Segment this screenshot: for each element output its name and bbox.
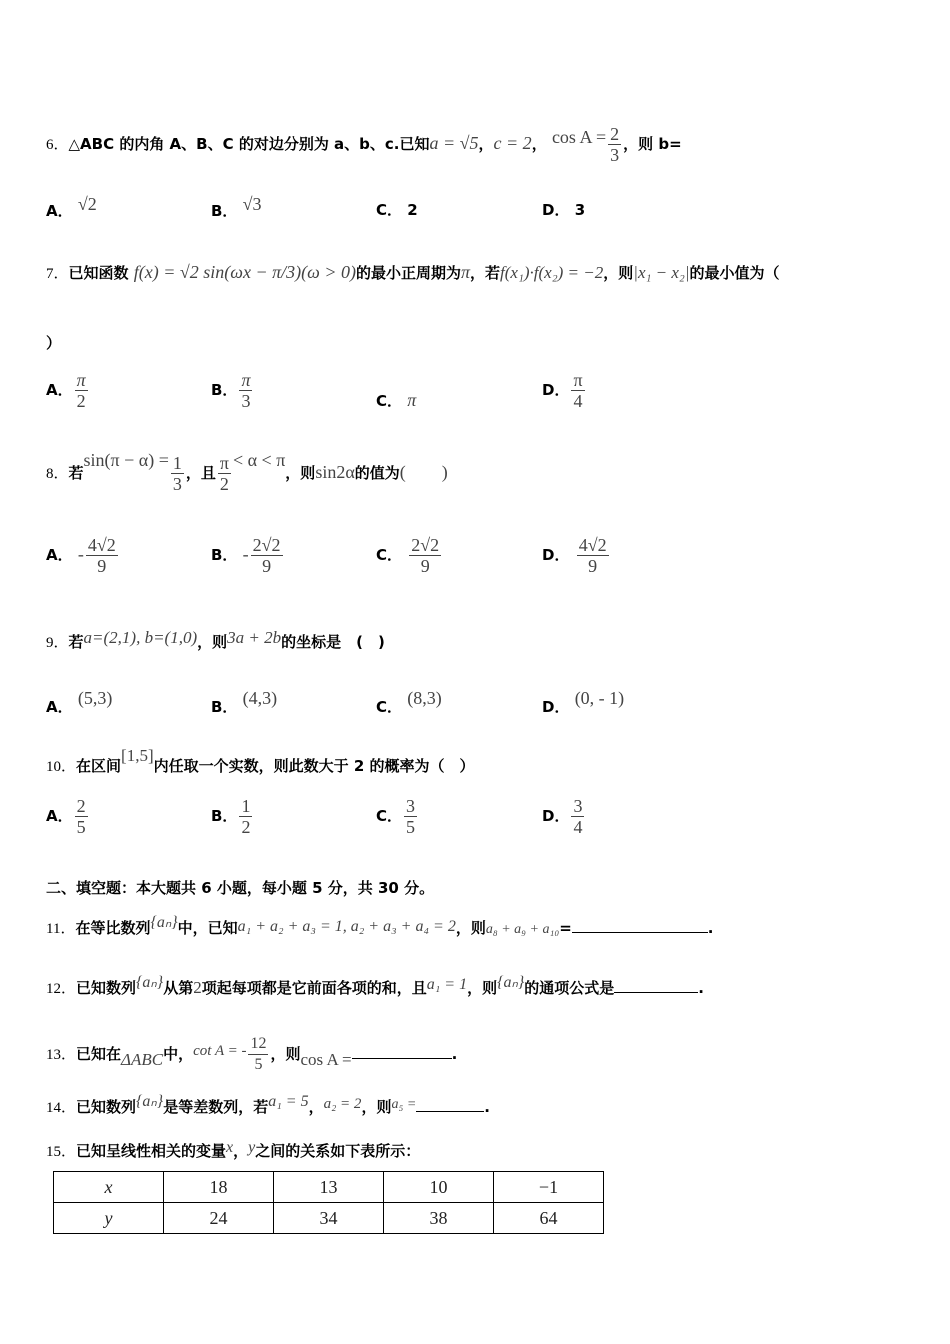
- xy-data-table: [53, 1171, 604, 1234]
- q6-option-c[interactable]: C． 2: [376, 201, 418, 219]
- table-cell: −1: [494, 1172, 604, 1203]
- q13-stem: 13．已知在ΔABC中，cot A = - $\frac{12}{5}$ ，则cos A = .: [46, 1035, 458, 1073]
- q12-stem: 12．已知数列{aₙ}从第2项起每项都是它前面各项的和，且a₁ = 1，则{aₙ}的通项公式是 .: [46, 974, 704, 997]
- table-cell: 10: [384, 1172, 494, 1203]
- q6-option-a[interactable]: A． √2: [46, 194, 97, 220]
- q6-number: 6．: [46, 137, 69, 153]
- q8-option-b[interactable]: B． - $\frac{2√2}{9}$: [211, 535, 281, 576]
- table-row: [54, 1203, 604, 1234]
- q6-option-d[interactable]: D． 3: [542, 201, 586, 219]
- q8-stem: 8．若sin(π − α) = $\frac{1}{3}$ ，且 $\frac{\pi}{2}$ < α < π，则sin2α的值为( ): [46, 450, 448, 494]
- q11-stem: 11．在等比数列{aₙ}中，已知a₁ + a₂ + a₃ = 1, a₂ + a₃ + a₄ = 2，则a₈ + a₉ + a₁₀= .: [46, 914, 714, 937]
- q7-stem: 7．已知函数 f(x) = √2 sin(ωx − π/3)(ω > 0)的最小正周期为π，若f(x₁)·f(x₂) = −2，则|x₁ − x₂|的最小值为（: [46, 262, 780, 282]
- table-header-x: x: [54, 1172, 164, 1203]
- q10-option-b[interactable]: B． $\frac{1}{2}$: [211, 796, 251, 837]
- table-cell: 24: [164, 1203, 274, 1234]
- q12-answer-blank[interactable]: [614, 992, 698, 993]
- table-cell: 38: [384, 1203, 494, 1234]
- q10-option-c[interactable]: C． $\frac{3}{5}$: [376, 796, 416, 837]
- q11-answer-blank[interactable]: [572, 932, 708, 933]
- q6-cos-fraction: $\frac{2}{3}$: [610, 124, 620, 165]
- table-cell: 18: [164, 1172, 274, 1203]
- table-cell: 64: [494, 1203, 604, 1234]
- table-cell: 34: [274, 1203, 384, 1234]
- table-header-y: y: [54, 1203, 164, 1234]
- q9-option-a[interactable]: A． (5,3): [46, 688, 113, 716]
- table-row: [54, 1172, 604, 1203]
- q9-option-c[interactable]: C． (8,3): [376, 688, 442, 716]
- q10-stem: 10．在区间[1,5]内任取一个实数，则此数大于 2 的概率为（ ）: [46, 746, 475, 775]
- q8-option-c[interactable]: C． $\frac{2√2}{9}$: [376, 535, 440, 576]
- q7-option-b[interactable]: B． $\frac{\pi}{3}$: [211, 370, 251, 411]
- q9-option-b[interactable]: B． (4,3): [211, 688, 278, 716]
- table-cell: 13: [274, 1172, 384, 1203]
- q15-stem: 15．已知呈线性相关的变量x，y之间的关系如下表所示：: [46, 1139, 421, 1160]
- q9-option-d[interactable]: D． (0, - 1): [542, 688, 625, 716]
- q7-option-d[interactable]: D． $\frac{\pi}{4}$: [542, 370, 583, 411]
- q10-option-d[interactable]: D． $\frac{3}{4}$: [542, 796, 583, 837]
- section2-heading: 二、填空题：本大题共 6 小题，每小题 5 分，共 30 分。: [46, 879, 435, 897]
- q8-option-d[interactable]: D． $\frac{4√2}{9}$: [542, 535, 607, 576]
- q8-option-a[interactable]: A． - $\frac{4√2}{9}$: [46, 535, 116, 576]
- q14-stem: 14．已知数列{aₙ}是等差数列，若a₁ = 5，a₂ = 2，则a₅ = .: [46, 1093, 490, 1116]
- q6-option-b[interactable]: B． √3: [211, 194, 262, 220]
- q6-stem: 6．△ABC 的内角 A、B、C 的对边分别为 a、b、c.已知a = √5，c = 2， cos A = $\frac{2}{3}$ ，则 b=: [46, 124, 682, 165]
- q7-function: f(x) = √2 sin(ωx − π/3)(ω > 0): [133, 262, 356, 282]
- q14-answer-blank[interactable]: [416, 1111, 484, 1112]
- q7-option-a[interactable]: A． $\frac{\pi}{2}$: [46, 370, 86, 411]
- q9-stem: 9．若a=(2,1), b=(1,0)，则3a + 2b的坐标是 ( ): [46, 628, 385, 651]
- q7-option-c[interactable]: C． π: [376, 390, 417, 410]
- q13-answer-blank[interactable]: [352, 1058, 452, 1059]
- q10-option-a[interactable]: A． $\frac{2}{5}$: [46, 796, 86, 837]
